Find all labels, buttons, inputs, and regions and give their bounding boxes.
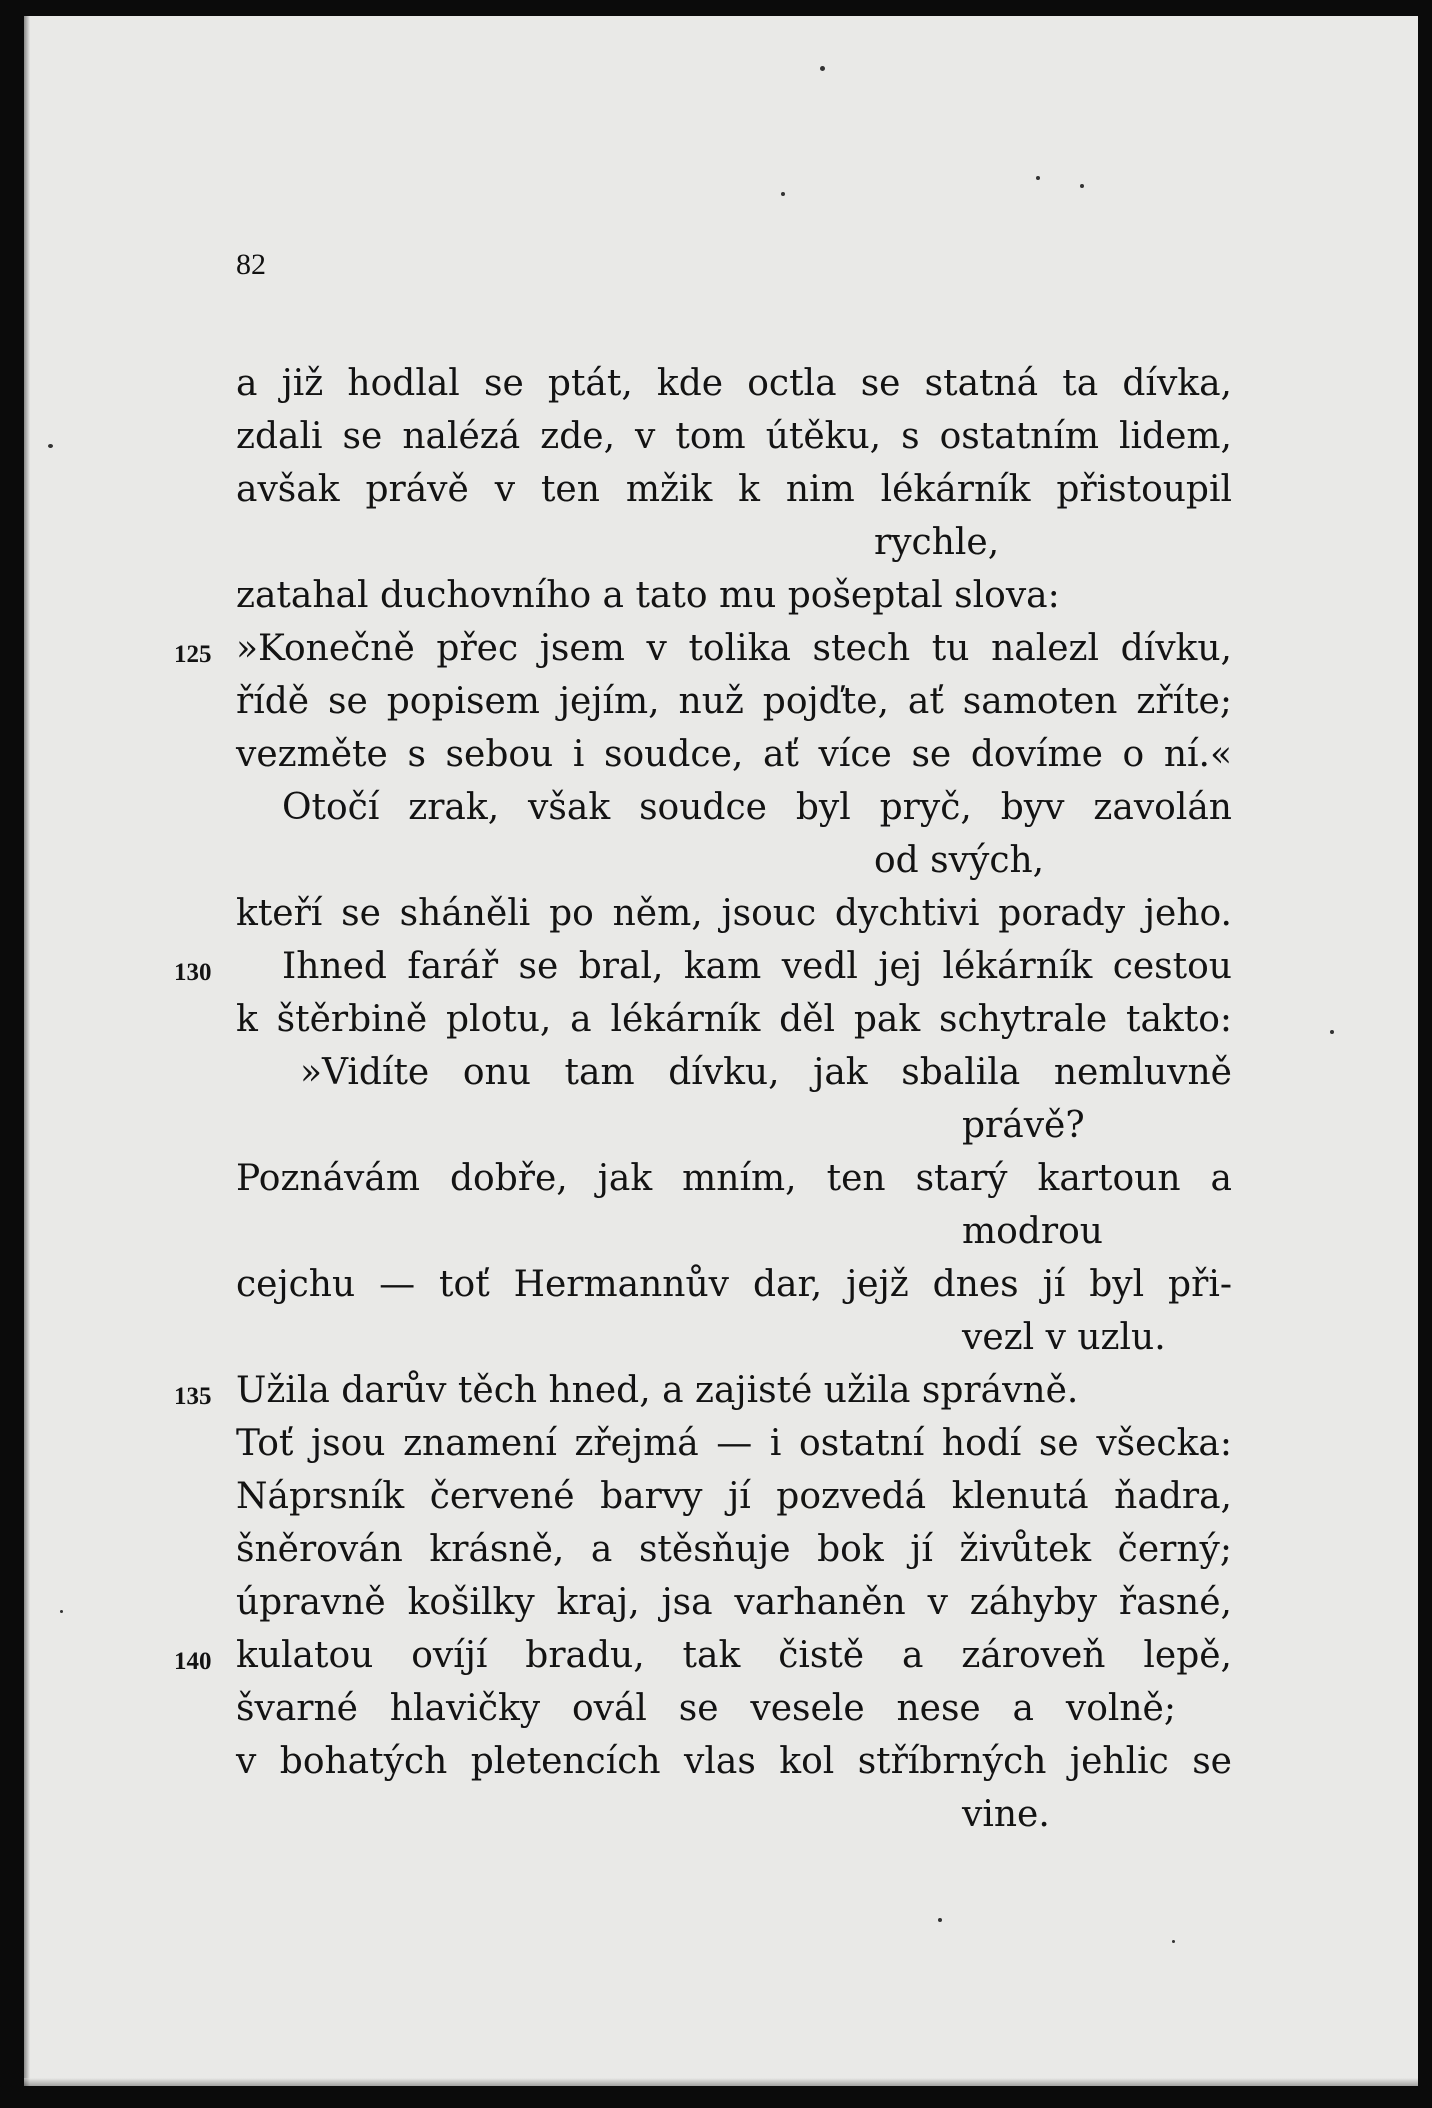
scan-speck <box>820 66 825 71</box>
verse-line-text: »Vidíte onu tam dívku, jak sbalila nemluvně <box>300 1052 1232 1093</box>
scan-speck <box>60 1610 63 1613</box>
scan-speck <box>1172 1940 1175 1943</box>
verse-line-text: úpravně košilky kraj, jsa varhaněn v záhyby řasné, <box>236 1582 1232 1623</box>
verse-line-text: řídě se popisem jejím, nuž pojďte, ať samoten zříte; <box>236 681 1232 722</box>
verse-line-text: modrou <box>962 1211 1103 1252</box>
page-bottom-shadow <box>24 2078 1418 2086</box>
verse-line-text: »Konečně přec jsem v tolika stech tu nalezl dívku, <box>236 628 1232 669</box>
scan-speck <box>938 1918 942 1922</box>
page-number: 82 <box>236 248 266 281</box>
verse-line-text: rychle, <box>874 522 1000 563</box>
verse-line-text: a již hodlal se ptát, kde octla se statná ta dívka, <box>236 363 1232 404</box>
verse-line-text: šněrován krásně, a stěsňuje bok jí živůtek černý; <box>236 1529 1232 1570</box>
verse-line-text: Otočí zrak, však soudce byl pryč, byv zavolán <box>282 787 1232 828</box>
verse-line-text: Ihned farář se bral, kam vedl jej lékárník cestou <box>282 946 1232 987</box>
verse-line-text: zatahal duchovního a tato mu pošeptal slova: <box>236 575 1060 616</box>
scan-speck <box>1330 1030 1334 1034</box>
line-number: 130 <box>174 959 212 986</box>
line-number: 135 <box>174 1383 212 1410</box>
verse-line-text: Toť jsou znamení zřejmá — i ostatní hodí se všecka: <box>236 1423 1232 1464</box>
verse-line-text: vezměte s sebou i soudce, ať více se dovíme o ní.« <box>236 734 1232 775</box>
verse-line-text: v bohatých pletencích vlas kol stříbrných jehlic se <box>236 1741 1232 1782</box>
verse-line-text: Náprsník červené barvy jí pozvedá klenutá ňadra, <box>236 1476 1232 1517</box>
page-edge-shadow <box>24 16 30 2086</box>
verse-line-text: Poznávám dobře, jak mním, ten starý kartoun a <box>236 1158 1232 1199</box>
scan-speck <box>1080 184 1084 188</box>
verse-line-text: avšak právě v ten mžik k nim lékárník přistoupil <box>236 469 1232 510</box>
verse-line-text: vine. <box>962 1794 1050 1835</box>
scan-speck <box>48 444 53 448</box>
verse-line-text: kulatou ovíjí bradu, tak čistě a zároveň lepě, <box>236 1635 1232 1676</box>
verse-line-text: Užila darův těch hned, a zajisté užila správně. <box>236 1370 1079 1411</box>
verse-line-text: švarné hlavičky ovál se vesele nese a volně; <box>236 1688 1176 1729</box>
verse-line-text: k štěrbině plotu, a lékárník děl pak schytrale takto: <box>236 999 1232 1040</box>
verse-line-text: zdali se nalézá zde, v tom útěku, s ostatním lidem, <box>236 416 1232 457</box>
scan-speck <box>781 192 785 196</box>
verse-line-text: cejchu — toť Hermannův dar, jejž dnes jí byl při- <box>236 1264 1232 1305</box>
verse-line-text: vezl v uzlu. <box>962 1317 1166 1358</box>
line-number: 125 <box>174 641 212 668</box>
verse-line-text: kteří se sháněli po něm, jsouc dychtivi porady jeho. <box>236 893 1232 934</box>
scan-speck <box>1036 176 1040 180</box>
verse-line-text: od svých, <box>874 840 1045 881</box>
line-number: 140 <box>174 1648 212 1675</box>
verse-line-text: právě? <box>962 1105 1085 1146</box>
